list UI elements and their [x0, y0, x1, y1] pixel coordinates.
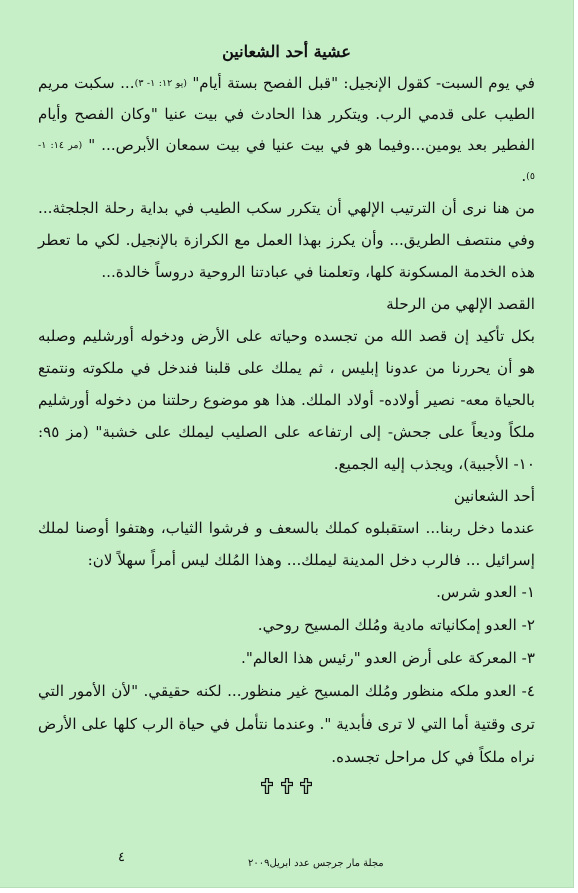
paragraph: من هنا نرى أن الترتيب الإلهي أن يتكرر سكب الطيب في بداية رحلة الجلجثة... وفي منتصف الطريق... وأن يكرز بهذا العمل مع الكرازة بالإنجيل. لكي ما تعطر هذه الخدمة المسكونة كلها، وتعلمنا في عبادتنا الروحية دروساً خالدة... — [38, 199, 535, 281]
scripture-reference: (يو ١٢: ١- ٣) — [134, 78, 187, 89]
section-heading: القصد الإلهي من الرحلة — [386, 295, 535, 313]
page-number: ٤ — [118, 850, 125, 865]
crosses-ornament — [38, 778, 535, 800]
list-item: ١- العدو شرس. — [436, 583, 535, 601]
intro-text-2: ... سكبت مريم الطيب على قدمي الرب. ويتكرر هذا الحادث في بيت عنيا "وكان الفصح وأيام الفطير بعد يومين...وفيما هو في بيت عنيا في بيت سمعان الأبرص... " — [38, 74, 535, 154]
page-title: عشية أحد الشعانين — [222, 42, 351, 61]
magazine-issue: مجلة مار جرجس عدد ابريل٢٠٠٩ — [248, 858, 384, 869]
cross-icon — [281, 778, 293, 794]
section-heading: أحد الشعانين — [453, 487, 535, 505]
list-item: ٢- العدو إمكانياته مادية ومُلك المسيح روحي. — [257, 616, 535, 634]
paragraph: بكل تأكيد إن قصد الله من تجسده وحياته على الأرض ودخوله أورشليم وصلبه هو أن يحررنا من عدونا إبليس ، ثم يملك على قلبنا فندخل في ملكوته ونتمتع بالحياة معه- نصير أولاده- أولاد الملك. هذا هو موضوع رحلتنا من دخوله أورشليم ملكاً وديعاً على جحش- إلى ارتفاعه على الصليب ليملك على خشبة" (مز ٩٥: ١٠- الأجبية)، ويجذب إليه الجميع. — [38, 327, 535, 473]
scripture-reference: (مر ١٤: ١- ٥) — [38, 140, 535, 182]
page-footer — [0, 846, 574, 876]
article-body — [38, 40, 535, 800]
intro-paragraph — [38, 68, 535, 192]
list-item: ٤- العدو ملكه منظور ومُلك المسيح غير منظور... لكنه حقيقي. "لأن الأمور التي ترى وقتية أما التي لا ترى فأبدية ". وعندما نتأمل في حياة الرب كلها على الأرض نراه ملكاً في كل مراحل تجسده. — [38, 682, 535, 766]
list-item: ٣- المعركة على أرض العدو "رئيس هذا العالم". — [241, 649, 535, 667]
intro-text-1: في يوم السبت- كقول الإنجيل: "قبل الفصح بستة أيام" — [192, 74, 536, 92]
paragraph: عندما دخل ربنا... استقبلوه كملك بالسعف و فرشوا الثياب، وهتفوا أوصنا لملك إسرائيل ... فالرب دخل المدينة ليملك... وهذا المُلك ليس أمراً سهلاً لان: — [38, 519, 535, 569]
intro-text-3: . — [521, 167, 527, 185]
cross-icon — [300, 778, 312, 794]
cross-icon — [261, 778, 273, 794]
